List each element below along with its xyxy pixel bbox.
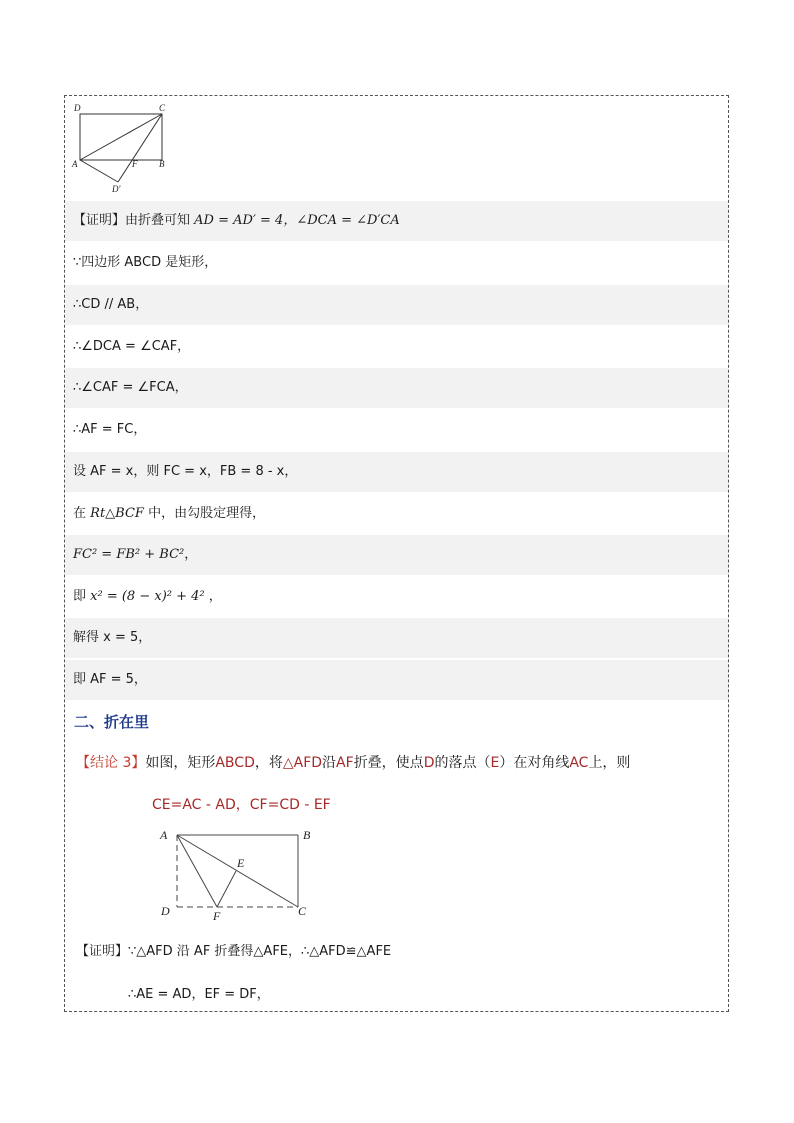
proof-tag: 【证明】 [76, 944, 129, 959]
section-heading: 二、折在里 [74, 713, 150, 731]
math-expr: x² = (8 − x)² + 4² [90, 589, 205, 604]
diagonal-ac [80, 114, 162, 160]
label-c: C [298, 904, 307, 918]
label-d: D [74, 103, 81, 113]
proof2-line-1: 【证明】∵△AFD 沿 AF 折叠得△AFE，∴△AFD≌△AFE [76, 944, 392, 959]
figure-rectangle-fold-inside [155, 823, 325, 923]
label-d: D [161, 904, 170, 918]
label-f: F [213, 909, 221, 923]
conclusion-tag: 【结论 3】 [76, 755, 146, 771]
segment-cd-prime [118, 114, 162, 182]
label-b: B [159, 159, 165, 169]
label-c: C [159, 103, 166, 113]
proof2-line-2: ∴AE = AD，EF = DF， [128, 987, 270, 1002]
proof1-line-4: ∴∠DCA = ∠CAF， [73, 339, 191, 354]
proof1-line-6: ∴AF = FC， [73, 422, 147, 437]
proof1-line-10: 即 x² = (8 − x)² + 4² ， [73, 589, 222, 604]
proof1-line-5: ∴∠CAF = ∠FCA， [65, 368, 728, 408]
math-expr: FC² = FB² + BC² [73, 547, 185, 562]
label-d-prime: D' [112, 184, 121, 194]
proof1-line-9: FC² = FB² + BC²， [65, 535, 728, 575]
conclusion-statement: 【结论 3】如图，矩形ABCD，将△AFD沿AF折叠，使点D的落点（E）在对角线AC上，则 [76, 755, 631, 771]
diagonal-ac [177, 835, 298, 907]
figure-rectangle-fold-outside [70, 100, 170, 196]
segment-af [177, 835, 217, 907]
proof1-line-3: ∴CD // AB， [65, 285, 728, 325]
math-expr: Rt△BCF [90, 506, 144, 521]
label-a: A [160, 828, 168, 842]
conclusion-formula: CE=AC - AD，CF=CD - EF [152, 797, 331, 813]
proof1-line-11: 解得 x = 5， [65, 618, 728, 658]
proof-tag: 【证明】 [73, 213, 126, 228]
proof1-line-2: ∵四边形 ABCD 是矩形， [73, 255, 218, 270]
label-e: E [237, 856, 245, 870]
math-expr: AD = AD′ = 4，∠DCA = ∠D′CA [194, 213, 400, 228]
segment-ad-prime [80, 160, 118, 182]
label-b: B [303, 828, 311, 842]
label-f: F [132, 159, 138, 169]
proof1-line-12: 即 AF = 5， [65, 660, 728, 700]
proof1-line-1: 【证明】由折叠可知 AD = AD′ = 4，∠DCA = ∠D′CA [65, 201, 728, 241]
proof1-line-8: 在 Rt△BCF 中，由勾股定理得， [73, 506, 266, 521]
segment-fe [217, 871, 236, 907]
label-a: A [72, 159, 78, 169]
proof1-line-7: 设 AF = x，则 FC = x，FB = 8 - x， [65, 452, 728, 492]
